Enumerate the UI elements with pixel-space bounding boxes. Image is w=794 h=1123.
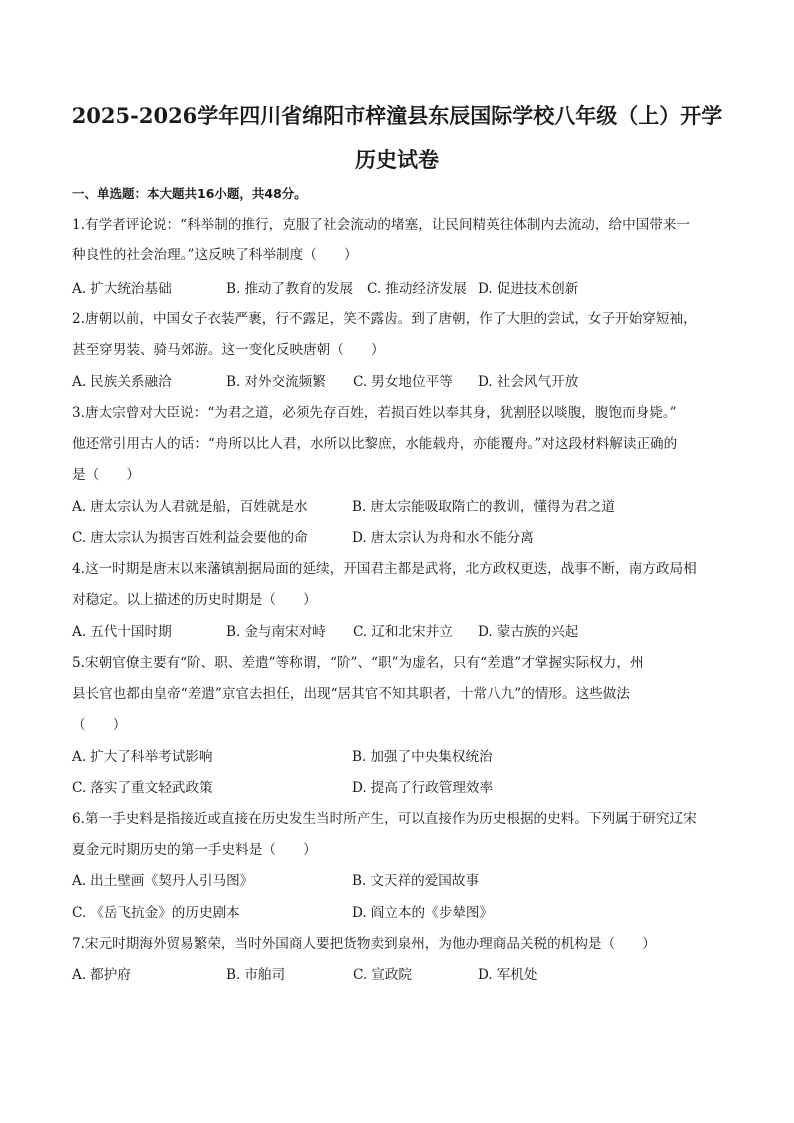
question-6-option-a[interactable]: A. 出土壁画《契丹人引马图》 [72,873,254,889]
question-1-stem-line-1: 1.有学者评论说：“科举制的推行，克服了社会流动的堵塞，让民间精英往体制内去流动，给中国带来一 [72,217,691,233]
question-7-option-d[interactable]: D. 军机处 [478,967,538,983]
question-4-option-b[interactable]: B. 金与南宋对峙 [226,624,326,640]
question-2-stem-line-1: 2.唐朝以前，中国女子衣装严裹，行不露足，笑不露齿。到了唐朝，作了大胆的尝试，女子开始穿短袖， [72,311,697,327]
question-2-stem-line-2: 甚至穿男装、骑马郊游。这一变化反映唐朝（ ） [72,342,385,358]
question-4-stem-line-2: 对稳定。以上描述的历史时期是（ ） [72,592,317,608]
question-6-stem-line-1: 6.第一手史料是指接近或直接在历史发生当时所产生，可以直接作为历史根据的史料。下列属于研究辽宋 [72,811,697,827]
question-7-option-b[interactable]: B. 市舶司 [226,967,286,983]
question-3-option-d[interactable]: D. 唐太宗认为舟和水不能分离 [352,530,534,546]
question-3-option-a[interactable]: A. 唐太宗认为人君就是船，百姓就是水 [72,499,308,515]
question-2-option-d[interactable]: D. 社会风气开放 [478,374,579,390]
section-heading: 一、单选题：本大题共16小题，共48分。 [72,186,307,201]
question-5-option-c[interactable]: C. 落实了重文轻武政策 [72,780,213,796]
question-4-option-c[interactable]: C. 辽和北宋并立 [353,624,453,640]
question-4-stem-line-1: 4.这一时期是唐末以来藩镇割据局面的延续，开国君主都是武将，北方政权更迭，战事不断，南方政局相 [72,561,697,577]
question-1-option-c[interactable]: C. 推动经济发展 [367,281,467,297]
question-4-option-a[interactable]: A. 五代十国时期 [72,624,172,640]
question-2-option-c[interactable]: C. 男女地位平等 [353,374,453,390]
question-5-option-d[interactable]: D. 提高了行政管理效率 [352,780,494,796]
question-5-stem-line-2: 县长官也都由皇帝“差遣”京官去担任，出现“居其官不知其职者，十常八九”的情形。这些做法 [72,686,630,702]
question-6-option-b[interactable]: B. 文天祥的爱国故事 [352,873,480,889]
question-6-stem-line-2: 夏金元时期历史的第一手史料是（ ） [72,842,317,858]
question-7-option-c[interactable]: C. 宣政院 [353,967,413,983]
question-6-option-d[interactable]: D. 阎立本的《步辇图》 [352,905,494,921]
question-5-stem-line-3: （ ） [72,717,127,733]
question-3-stem-line-3: 是（ ） [72,467,140,483]
question-3-stem-line-1: 3.唐太宗曾对大臣说：“为君之道，必须先存百姓，若损百姓以奉其身，犹割胫以啖腹，腹饱而身毙。” [72,405,677,421]
exam-title-line-1: 2025-2026学年四川省绵阳市梓潼县东辰国际学校八年级（上）开学 [71,103,723,128]
question-5-option-a[interactable]: A. 扩大了科举考试影响 [72,749,213,765]
question-3-stem-line-2: 他还常引用古人的话：“舟所以比人君，水所以比黎庶，水能载舟，亦能覆舟。”对这段材料解读正确的 [72,436,678,452]
question-1-option-b[interactable]: B. 推动了教育的发展 [226,281,354,297]
question-1-option-a[interactable]: A. 扩大统治基础 [72,281,172,297]
question-1-stem-line-2: 种良性的社会治理。”这反映了科举制度（ ） [72,247,358,263]
question-5-stem-line-1: 5.宋朝官僚主要有“阶、职、差遣”等称谓，“阶”、“职”为虚名，只有“差遣”才掌握实际权力，州 [72,655,644,671]
question-7-option-a[interactable]: A. 都护府 [72,967,131,983]
question-2-option-a[interactable]: A. 民族关系融洽 [72,374,172,390]
question-6-option-c[interactable]: C. 《岳飞抗金》的历史剧本 [72,905,240,921]
question-2-option-b[interactable]: B. 对外交流频繁 [226,374,326,390]
question-5-option-b[interactable]: B. 加强了中央集权统治 [352,749,493,765]
question-4-option-d[interactable]: D. 蒙古族的兴起 [478,624,579,640]
question-3-option-b[interactable]: B. 唐太宗能吸取隋亡的教训，懂得为君之道 [352,499,615,515]
question-7-stem-line-1: 7.宋元时期海外贸易繁荣，当时外国商人要把货物卖到泉州，为他办理商品关税的机构是（ ） [72,936,656,952]
question-3-option-c[interactable]: C. 唐太宗认为损害百姓利益会要他的命 [72,530,308,546]
exam-title-line-2: 历史试卷 [355,147,439,172]
question-1-option-d[interactable]: D. 促进技术创新 [478,281,579,297]
